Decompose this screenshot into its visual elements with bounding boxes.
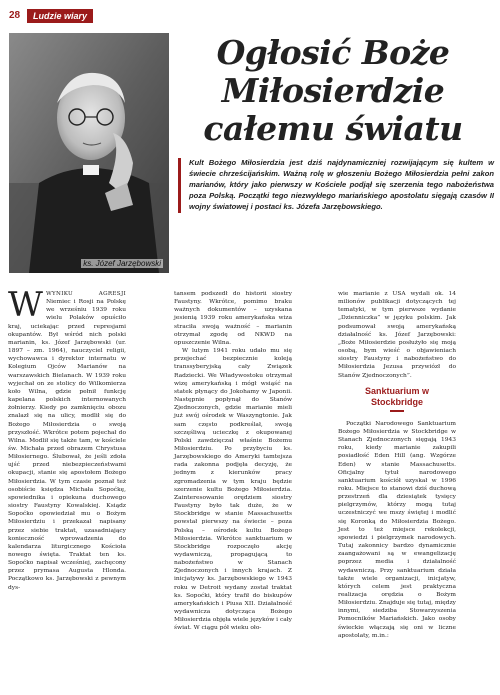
paragraph: wie marianie z USA wydali ok. 14 milionów publikacji dotyczących tej tematyki, w tym pierwsze wydanie „Dzienniczka” w języku polskim. Jak podsumował swoją amerykańską działalność ks. Józef Jarzębowski: „Boże Miłosierdzie posłużyło się moją osobą, bym wieść o objawieniach siostry Faustyny i nabożeństwo do Miłosierdzia Jezusa przywiózł do Stanów Zjednoczonych”. [338, 291, 456, 379]
title-line: Ogłosić Boże [216, 33, 450, 72]
page-number: 28 [9, 10, 21, 21]
article-title [172, 34, 494, 148]
section-tag: Ludzie wiary [27, 9, 93, 23]
paragraph: W lutym 1941 roku udało mu się przejechać bezpiecznie koleją transsyberyjską cały Związek Radziecki. We Władywostoku otrzymał wizę amerykańską i mógł wsiąść na statek płynący do Jokohamy w Japonii. Następnie popłynął do Stanów Zjednoczonych, gdzie marianie mieli już swój ośrodek w Waszyngtonie. Jak sam często podkreślał, swoją szczęśliwą ucieczkę z okupowanej Polski zawdzięczał właśnie Bożemu Miłosierdziu. Po przybyciu ks. Jarzębowskiego do Ameryki tamtejsza rada zakonna podjęła decyzję, że jednym z kierunków pracy zgromadzenia w tym kraju będzie szerzenie kultu Bożego Miłosierdzia. Zainteresowanie orędziem siostry Faustyny było tak duże, że w Stockbridge w stanie Massachusetts powstał pierwszy na świecie – poza Polską – ośrodek kultu Bożego Miłosierdzia. Wkrótce sanktuarium w Stockbridge rozpoczęło akcję wydawniczą, propagującą to nabożeństwo w Stanach Zjednoczonych i innych krajach. Z inicjatywy ks. Jarzębowskiego w 1943 roku w Detroit wydany został traktat ks. Sopoćki, który trafił do biskupów amerykańskich i Piusa XII. Działalność wydawnicza dotycząca Bożego Miłosierdzia objęła wiele języków i cały świat. W ciągu pół wieku oło- [174, 348, 292, 632]
photo-caption: ks. Józef Jarzębowski [83, 259, 161, 268]
lead-in-words: WYNIKU AGRESJI [45, 291, 126, 297]
paragraph [8, 285, 126, 592]
paragraph-text: Niemiec i Rosji na Polskę we wrześniu 1939 roku wielu Polaków opuściło kraj, uciekając przed represjami okupantów. Był wśród nich polski marianin, ks. Józef Jarzębowski (ur. 1897 – zm. 1964), nauczyciel religii, wychowawca i dyrektor internatu w Kolegium Ojców Marianów na warszawskich Bielanach. W 1939 roku wyjechał on ze stolicy do Wilkomierza koło Wilna, gdzie pełnił funkcję kapelana polskich internowanych żołnierzy. Kiedy po zamknięciu obozu znalazł się na ulicy, modlił się do Bożego Miłosierdzia o swoją przyszłość. Wkrótce potem pojechał do Wilna. Modlił się także tam, w kościele św. Michała przed obrazem Chrystusa Miłosiernego. Ślubował, że jeśli zdoła ujść przed niebezpieczeństwami okupacji, stanie się apostołem Bożego Miłosierdzia. W tym czasie poznał też osobiście księdza Michała Sopoćkę, spowiednika i opiekuna duchowego siostry Faustyny Kowalskiej. Ksiądz Sopoćko opowiedział mu o Bożym Miłosierdziu i przekazał napisany przez siebie traktat, uzasadniający konieczność wprowadzenia do kalendarza liturgicznego Kościoła nowego święta. Traktat ten ks. Sopoćko napisał wcześniej, zachęcony przez prymasa Augusta Hlonda. Początkowo ks. Jarzębowski z pewnym dys- [8, 299, 126, 591]
section-subheading: Sanktuarium w Stockbridge [364, 385, 429, 407]
portrait-photo [9, 33, 169, 273]
title-line: całemu światu [203, 109, 463, 148]
text-column-3 [338, 290, 456, 640]
portrait-image [9, 33, 169, 273]
paragraph: Początki Narodowego Sanktuarium Bożego Miłosierdzia w Stockbridge w Stanach Zjednoczonych sięgają 1943 roku, kiedy marianie zakupili posiadłość Eden Hill (ang. Wzgórze Eden) w stanie Massachusetts. Oficjalny tytuł narodowego sanktuarium kościół uzyskał w 1996 roku. Miejsce to stanowi dziś duchową przestrzeń dla dziesiątek tysięcy pielgrzymów, którzy mogą tutaj uczestniczyć we mszy świętej i modlić się Koronką do Miłosierdzia Bożego. Jest to też miejsce rekolekcji, spowiedzi i pielgrzymek narodowych. Tutaj zakonnicy bardzo dynamicznie zaangażowani są w ewangelizację poprzez media i działalność wydawniczą. Przy sanktuarium działa także wiele organizacji, inicjatyw, których celem jest praktyczna realizacja orędzia o Bożym Miłosierdziu. Znajduje się tutaj, między innymi, siedziba Stowarzyszenia Pomocników Mariańskich. Jako osoby świeckie włączają się oni w liczne apostolaty, m.in.: [338, 420, 456, 639]
paragraph: tansem podszedł do historii siostry Faustyny. Wkrótce, pomimo braku ważnych dokumentów – uzyskana jesienią 1939 roku amerykańska wiza straciła swoją ważność – marianin otrzymał zgodę od NKWD na opuszczenie Wilna. [174, 291, 292, 346]
title-line: Miłosierdzie [221, 71, 445, 110]
page-header [0, 0, 500, 22]
article-lead: Kult Bożego Miłosierdzia jest dziś najdynamiczniej rozwijającym się kultem w świecie chrześcijańskim. Ważną rolę w głoszeniu Bożego Miłosierdzia pełni zakon marianów, który jako pierwszy w Kościele podjął się szerzenia tego nabożeństwa poza Polską. Początki tego niezwykłego mariańskiego apostolatu sięgają czasów II wojny światowej i postaci ks. Józefa Jarzębowskiego. [178, 158, 494, 213]
text-column-1 [8, 285, 126, 592]
text-column-2 [174, 290, 292, 633]
drop-cap: W [8, 285, 43, 325]
subheading-rule [390, 410, 404, 412]
